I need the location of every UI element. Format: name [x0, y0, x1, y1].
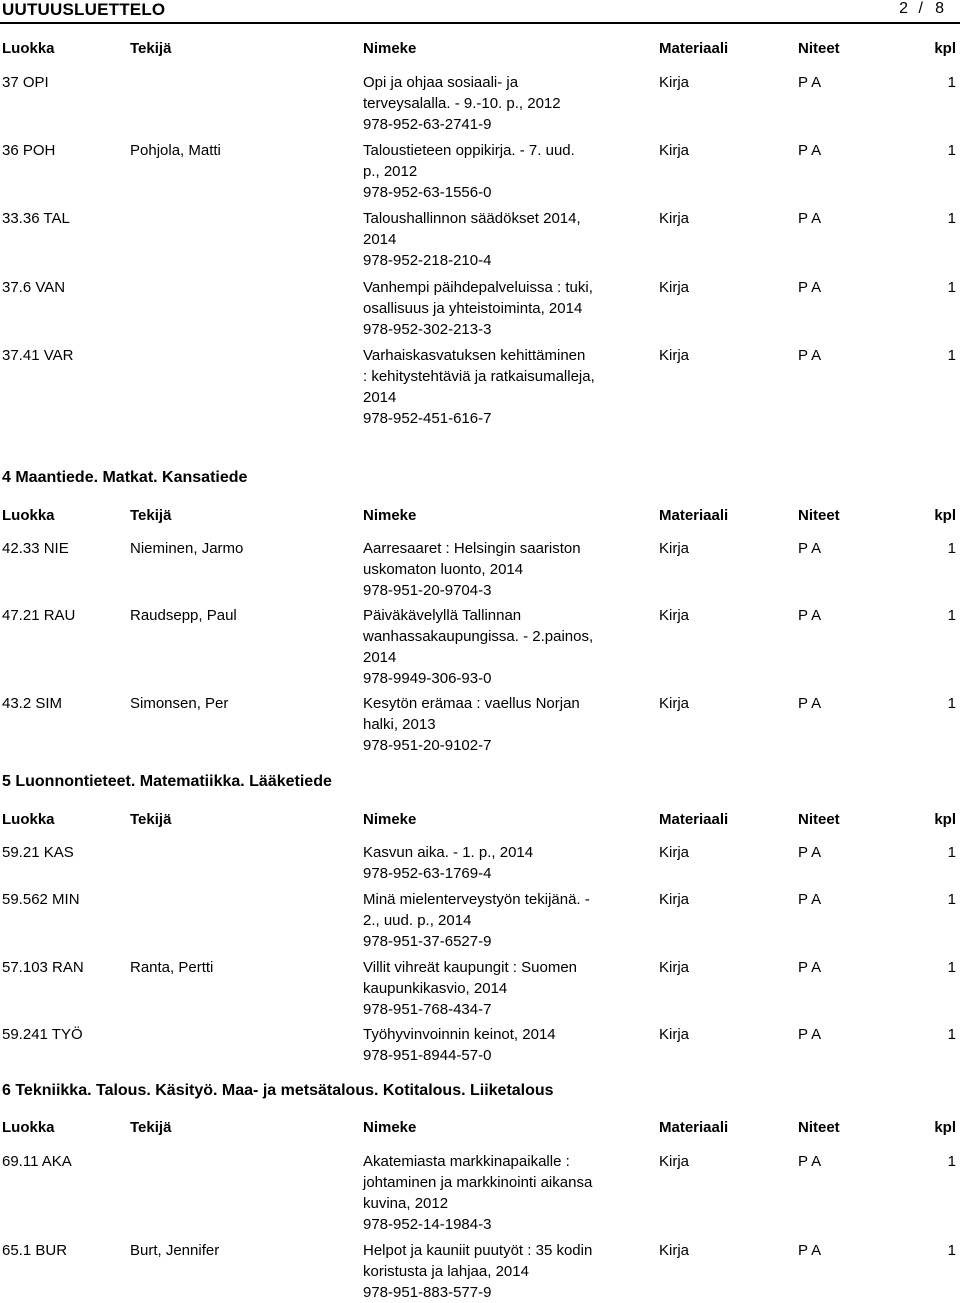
copies-location: P A [798, 142, 822, 159]
column-header-luokka: Luokka [2, 40, 55, 57]
title-line: : kehitystehtäviä ja ratkaisumalleja, [363, 368, 595, 385]
copies-location: P A [798, 74, 822, 91]
page-separator: / [918, 0, 923, 17]
document-title: UUTUUSLUETTELO [2, 0, 166, 19]
material: Kirja [659, 540, 690, 557]
quantity: 1 [947, 1026, 956, 1043]
title [363, 140, 623, 203]
class-code: 59.241 TYÖ [2, 1026, 83, 1043]
class-code: 65.1 BUR [2, 1242, 68, 1259]
material: Kirja [659, 142, 690, 159]
title [363, 208, 623, 271]
title [363, 842, 623, 884]
title-line: 978-952-63-1769-4 [363, 865, 492, 882]
title-line: 2014 [363, 389, 397, 406]
copies-location: P A [798, 1242, 822, 1259]
title [363, 72, 623, 135]
copies-location: P A [798, 540, 822, 557]
section-title: 5 Luonnontieteet. Matematiikka. Lääketiede [2, 773, 332, 790]
class-code: 37.6 VAN [2, 279, 66, 296]
column-header-materiaali: Materiaali [659, 40, 729, 57]
title-line: wanhassakaupungissa. - 2.painos, [363, 628, 594, 645]
page-header [0, 0, 960, 24]
column-header-row [0, 40, 960, 60]
title [363, 345, 623, 429]
title-line: Työhyvinvoinnin keinot, 2014 [363, 1026, 556, 1043]
copies-location: P A [798, 1026, 822, 1043]
class-code: 47.21 RAU [2, 607, 76, 624]
column-header-materiaali: Materiaali [659, 811, 729, 828]
class-code: 37 OPI [2, 74, 49, 91]
section-title: 6 Tekniikka. Talous. Käsityö. Maa- ja metsätalous. Kotitalous. Liiketalous [2, 1082, 554, 1099]
title [363, 1240, 623, 1303]
quantity: 1 [947, 891, 956, 908]
title-line: 2014 [363, 649, 397, 666]
column-header-kpl: kpl [934, 507, 956, 524]
title-line: johtaminen ja markkinointi aikansa [363, 1174, 593, 1191]
copies-location: P A [798, 695, 822, 712]
title [363, 277, 623, 340]
title-line: terveysalalla. - 9.-10. p., 2012 [363, 95, 561, 112]
column-header-tekija: Tekijä [130, 811, 172, 828]
quantity: 1 [947, 210, 956, 227]
quantity: 1 [947, 844, 956, 861]
column-header-kpl: kpl [934, 811, 956, 828]
quantity: 1 [947, 540, 956, 557]
column-header-kpl: kpl [934, 1119, 956, 1136]
copies-location: P A [798, 891, 822, 908]
column-header-niteet: Niteet [798, 1119, 840, 1136]
title-line: 978-952-218-210-4 [363, 252, 492, 269]
title-line: kuvina, 2012 [363, 1195, 449, 1212]
class-code: 36 POH [2, 142, 56, 159]
column-header-nimeke: Nimeke [363, 811, 417, 828]
title-line: 978-952-63-2741-9 [363, 116, 492, 133]
title-line: Taloustieteen oppikirja. - 7. uud. [363, 142, 575, 159]
column-header-materiaali: Materiaali [659, 507, 729, 524]
quantity: 1 [947, 279, 956, 296]
author: Ranta, Pertti [130, 959, 214, 976]
section-title: 4 Maantiede. Matkat. Kansatiede [2, 469, 248, 486]
title [363, 538, 623, 601]
title [363, 889, 623, 952]
class-code: 33.36 TAL [2, 210, 70, 227]
material: Kirja [659, 1153, 690, 1170]
quantity: 1 [947, 347, 956, 364]
class-code: 57.103 RAN [2, 959, 84, 976]
column-header-materiaali: Materiaali [659, 1119, 729, 1136]
material: Kirja [659, 891, 690, 908]
copies-location: P A [798, 210, 822, 227]
column-header-tekija: Tekijä [130, 507, 172, 524]
copies-location: P A [798, 1153, 822, 1170]
class-code: 37.41 VAR [2, 347, 74, 364]
title-line: 978-952-451-616-7 [363, 410, 492, 427]
material: Kirja [659, 1242, 690, 1259]
page-number: 2 [899, 0, 908, 17]
title-line: Vanhempi päihdepalveluissa : tuki, [363, 279, 593, 296]
title-line: kaupunkikasvio, 2014 [363, 980, 508, 997]
title-line: Minä mielenterveystyön tekijänä. - [363, 891, 590, 908]
column-header-niteet: Niteet [798, 40, 840, 57]
title-line: Taloushallinnon säädökset 2014, [363, 210, 581, 227]
column-header-kpl: kpl [934, 40, 956, 57]
title-line: Villit vihreät kaupungit : Suomen [363, 959, 578, 976]
title-line: osallisuus ja yhteistoiminta, 2014 [363, 300, 583, 317]
column-header-tekija: Tekijä [130, 40, 172, 57]
column-header-row [0, 507, 960, 527]
title-line: 978-951-20-9704-3 [363, 582, 492, 599]
title-line: 978-952-63-1556-0 [363, 184, 492, 201]
title-line: Aarresaaret : Helsingin saariston [363, 540, 581, 557]
title [363, 693, 623, 756]
column-header-row [0, 811, 960, 831]
title-line: 978-9949-306-93-0 [363, 670, 492, 687]
author: Simonsen, Per [130, 695, 229, 712]
class-code: 43.2 SIM [2, 695, 63, 712]
material: Kirja [659, 959, 690, 976]
title [363, 1151, 623, 1235]
column-header-nimeke: Nimeke [363, 1119, 417, 1136]
title-line: p., 2012 [363, 163, 418, 180]
author: Pohjola, Matti [130, 142, 221, 159]
column-header-niteet: Niteet [798, 507, 840, 524]
title [363, 957, 623, 1020]
title [363, 605, 623, 689]
title-line: Kasvun aika. - 1. p., 2014 [363, 844, 534, 861]
quantity: 1 [947, 1153, 956, 1170]
title-line: Akatemiasta markkinapaikalle : [363, 1153, 570, 1170]
material: Kirja [659, 844, 690, 861]
title-line: uskomaton luonto, 2014 [363, 561, 524, 578]
copies-location: P A [798, 959, 822, 976]
copies-location: P A [798, 844, 822, 861]
author: Nieminen, Jarmo [130, 540, 244, 557]
column-header-row [0, 1119, 960, 1139]
material: Kirja [659, 347, 690, 364]
title-line: 978-952-14-1984-3 [363, 1216, 492, 1233]
title-line: 978-951-883-577-9 [363, 1284, 492, 1301]
copies-location: P A [798, 347, 822, 364]
class-code: 42.33 NIE [2, 540, 69, 557]
material: Kirja [659, 74, 690, 91]
title-line: Helpot ja kauniit puutyöt : 35 kodin [363, 1242, 593, 1259]
page-total: 8 [935, 0, 944, 17]
material: Kirja [659, 607, 690, 624]
author: Burt, Jennifer [130, 1242, 220, 1259]
title-line: 978-951-37-6527-9 [363, 933, 492, 950]
column-header-tekija: Tekijä [130, 1119, 172, 1136]
title [363, 1024, 623, 1066]
quantity: 1 [947, 695, 956, 712]
material: Kirja [659, 1026, 690, 1043]
quantity: 1 [947, 74, 956, 91]
column-header-nimeke: Nimeke [363, 507, 417, 524]
copies-location: P A [798, 279, 822, 296]
quantity: 1 [947, 607, 956, 624]
title-line: 2014 [363, 231, 397, 248]
class-code: 69.11 AKA [2, 1153, 72, 1170]
title-line: 2., uud. p., 2014 [363, 912, 472, 929]
title-line: 978-952-302-213-3 [363, 321, 492, 338]
material: Kirja [659, 210, 690, 227]
title-line: 978-951-8944-57-0 [363, 1047, 492, 1064]
title-line: Opi ja ohjaa sosiaali- ja [363, 74, 519, 91]
title-line: 978-951-768-434-7 [363, 1001, 492, 1018]
title-line: Kesytön erämaa : vaellus Norjan [363, 695, 580, 712]
column-header-luokka: Luokka [2, 1119, 55, 1136]
title-line: halki, 2013 [363, 716, 436, 733]
column-header-niteet: Niteet [798, 811, 840, 828]
column-header-nimeke: Nimeke [363, 40, 417, 57]
copies-location: P A [798, 607, 822, 624]
quantity: 1 [947, 142, 956, 159]
quantity: 1 [947, 959, 956, 976]
author: Raudsepp, Paul [130, 607, 237, 624]
material: Kirja [659, 695, 690, 712]
column-header-luokka: Luokka [2, 811, 55, 828]
title-line: Varhaiskasvatuksen kehittäminen [363, 347, 586, 364]
quantity: 1 [947, 1242, 956, 1259]
material: Kirja [659, 279, 690, 296]
title-line: Päiväkävelyllä Tallinnan [363, 607, 522, 624]
class-code: 59.562 MIN [2, 891, 80, 908]
class-code: 59.21 KAS [2, 844, 74, 861]
title-line: 978-951-20-9102-7 [363, 737, 492, 754]
title-line: koristusta ja lahjaa, 2014 [363, 1263, 529, 1280]
column-header-luokka: Luokka [2, 507, 55, 524]
